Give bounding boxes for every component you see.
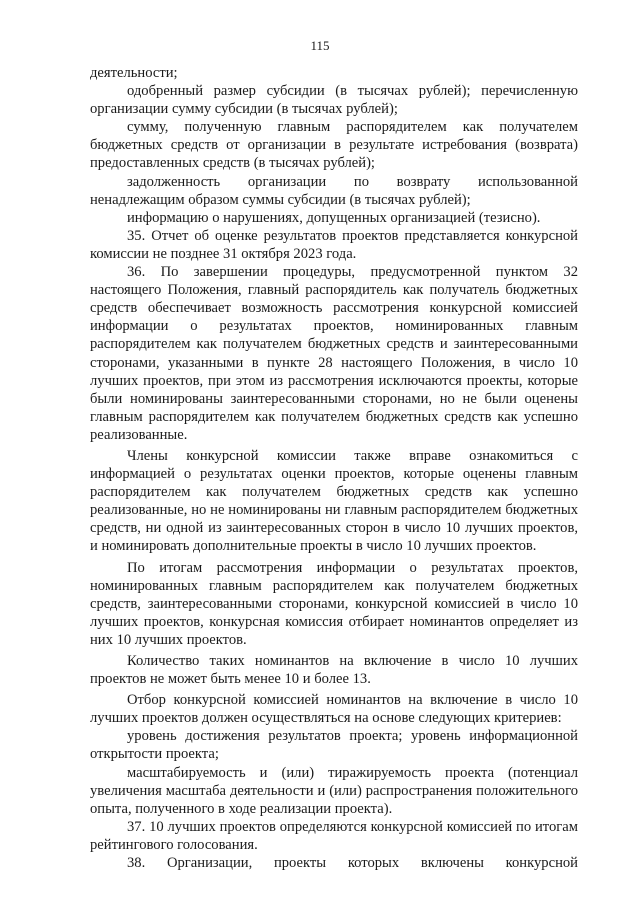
paragraph: Отбор конкурсной комиссией номинантов на включение в число 10 лучших проектов должен осуществляться на основе следующих критериев: (90, 692, 578, 727)
paragraph: задолженность организации по возврату использованной ненадлежащим образом суммы субсидии (в тысячах рублей); (90, 173, 578, 208)
paragraph: 36. По завершении процедуры, предусмотренной пунктом 32 настоящего Положения, главный распорядитель как получатель бюджетных средств обеспечивает возможность рассмотрения конкурсной комиссией информации о результатах проектов, номинированных главным распорядителем как получателем бюджетных средств и заинтересованными сторонами, указанными в пункте 28 настоящего Положения, в число 10 лучших проектов, при этом из рассмотрения исключаются проекты, которые были номинированы заинтересованными сторонами, но не были оценены главным распорядителем как получателем бюджетных средств как успешно реализованные. (90, 264, 578, 443)
page-number: 115 (310, 38, 330, 53)
paragraph: одобренный размер субсидии (в тысячах рублей); перечисленную организации сумму субсидии (в тысячах рублей); (90, 83, 578, 118)
paragraph: деятельности; (90, 65, 178, 81)
paragraph: Члены конкурсной комиссии также вправе ознакомиться с информацией о результатах оценки проектов, которые оценены главным распорядителем как получателем бюджетных средств как успешно реализованные, но не номинированы ни главным распорядителем бюджетных средств, ни одной из заинтересованных сторон в число 10 лучших проектов, и номинировать дополнительные проекты в число 10 лучших проектов. (90, 447, 578, 555)
document-body (90, 64, 578, 872)
paragraph: сумму, полученную главным распорядителем как получателем бюджетных средств от организации в результате истребования (возврата) предоставленных средств (в тысячах рублей); (90, 119, 578, 172)
paragraph: масштабируемость и (или) тиражируемость проекта (потенциал увеличения масштаба деятельности и (или) распространения положительного опыта, полученного в ходе реализации проекта). (90, 764, 578, 817)
paragraph: По итогам рассмотрения информации о результатах проектов, номинированных главным распорядителем как получателем бюджетных средств, заинтересованными сторонами, конкурсной комиссией в число 10 лучших проектов, конкурсная комиссия отбирает номинантов определяет из них 10 лучших проектов. (90, 559, 578, 648)
paragraph: информацию о нарушениях, допущенных организацией (тезисно). (127, 209, 541, 226)
paragraph: уровень достижения результатов проекта; уровень информационной открытости проекта; (90, 728, 578, 763)
paragraph: Количество таких номинантов на включение в число 10 лучших проектов не может быть менее 10 и более 13. (90, 653, 578, 688)
paragraph: 38. Организации, проекты которых включены конкурсной (127, 855, 578, 872)
paragraph: 35. Отчет об оценке результатов проектов представляется конкурсной комиссии не позднее 31 октября 2023 года. (90, 227, 578, 262)
paragraph: 37. 10 лучших проектов определяются конкурсной комиссией по итогам рейтингового голосования. (90, 818, 578, 853)
